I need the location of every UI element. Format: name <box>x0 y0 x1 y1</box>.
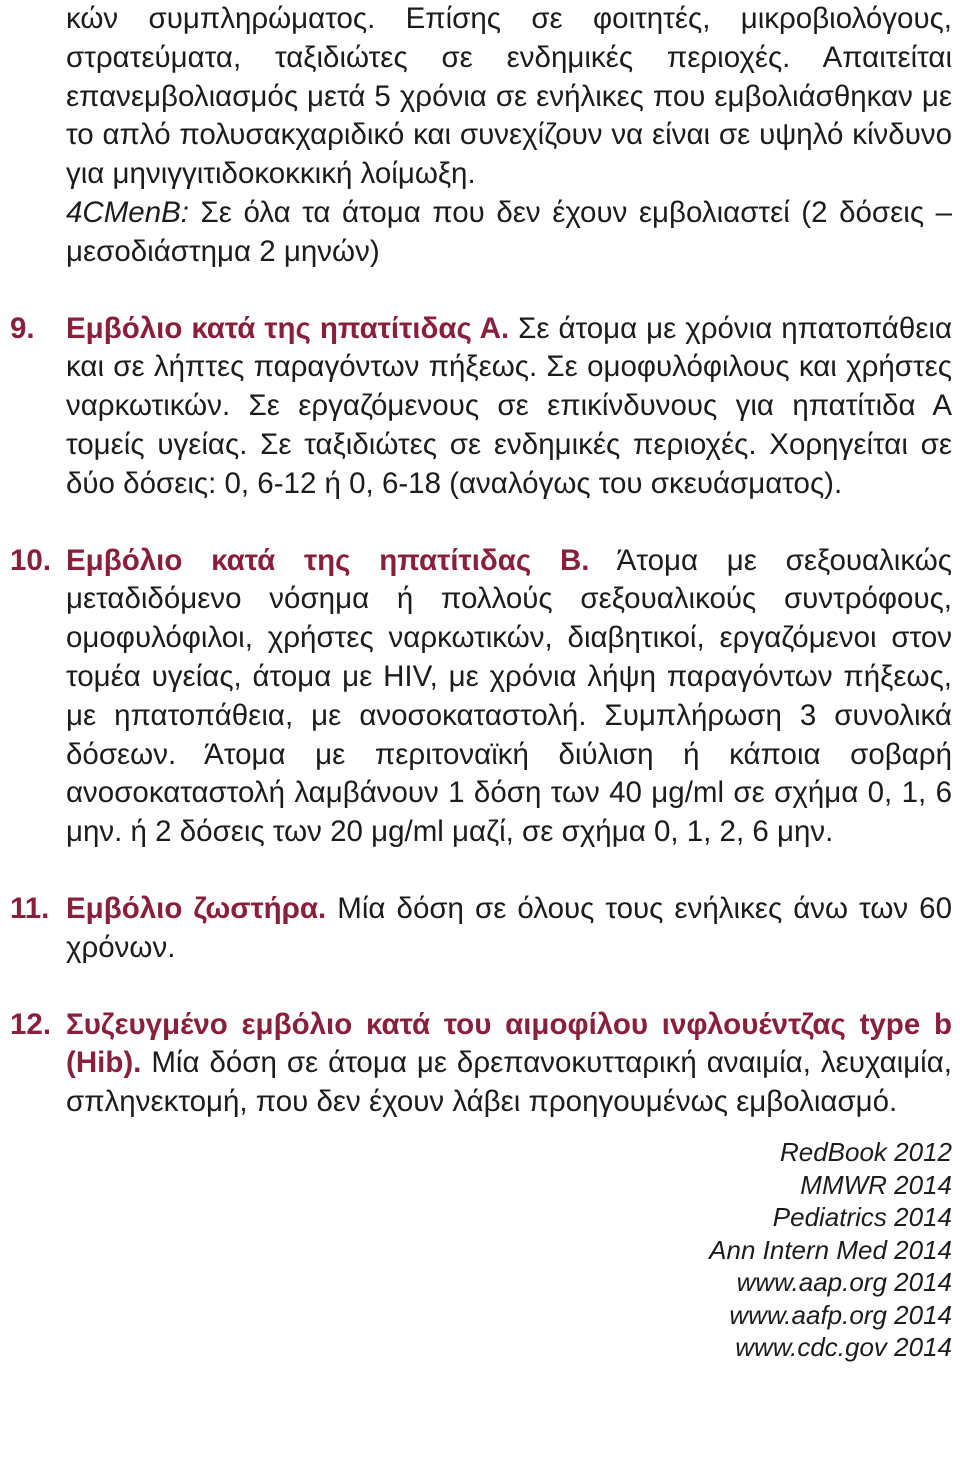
list-item-10 <box>10 542 952 852</box>
item-body <box>66 542 952 852</box>
item-text: Μία δόση σε άτομα με δρεπανοκυτταρική αναιμία, λευχαιμία, σπληνεκτομή, που δεν έχουν λάβει προηγουμένως εμβολιασμό. <box>66 1046 952 1119</box>
item-number: 11. <box>10 891 50 925</box>
reference-item: RedBook 2012 <box>779 1136 952 1167</box>
label-4cmenb: 4CMenB: <box>66 195 189 229</box>
item-number: 9. <box>10 311 35 345</box>
item-text: Σε άτομα με χρόνια ηπατοπάθεια και σε λήπτες παραγόντων πήξεως. Σε ομοφυλόφιλους και χρήστες ναρκωτικών. Σε εργαζόμενους σε επικίνδυνους για ηπατίτιδα Α τομείς υγείας. Σε ταξιδιώτες σε ενδημικές περιοχές. Χορηγείται σε δύο δόσεις: 0, 6-12 ή 0, 6-18 (αναλόγως του σκευάσματος). <box>66 311 953 500</box>
item-heading: Εμβόλιο κατά της ηπατίτιδας Β. <box>66 543 590 577</box>
list-item-12 <box>10 1006 952 1122</box>
reference-item: Ann Intern Med 2014 <box>709 1234 952 1265</box>
intro-4cmenb <box>66 194 952 272</box>
text-4cmenb: Σε όλα τα άτομα που δεν έχουν εμβολιαστεί (2 δόσεις –μεσοδιάστημα 2 μηνών) <box>66 195 952 268</box>
intro-text: κών συμπληρώματος. Επίσης σε φοιτητές, μικροβιολόγους, στρατεύματα, ταξιδιώτες σε ενδημικές περιοχές. Απαιτείται επανεμβολιασμός μετά 5 χρόνια σε ενήλικες που εμβολιάσθηκαν με το απλό πολυσακχαριδικό και συνεχίζουν να είναι σε υψηλό κίνδυνο για μηνιγγιτιδοκοκκική λοίμωξη. <box>66 2 952 191</box>
item-heading: Εμβόλιο ζωστήρα. <box>66 891 327 925</box>
item-text: Μία δόση σε όλους τους ενήλικες άνω των 60 χρόνων. <box>66 891 952 964</box>
reference-item: www.aap.org 2014 <box>736 1267 952 1298</box>
item-heading: Συζευγμένο εμβόλιο κατά του αιμοφίλου ινφλουέντζας type b (Hib). <box>66 1007 952 1080</box>
item-body <box>66 1006 952 1122</box>
list-item-9 <box>10 310 952 504</box>
item-text: Άτομα με σεξουαλικώς μεταδιδόμενο νόσημα ή πολλούς σεξουαλικούς συντρόφους, ομοφυλόφιλοι, χρήστες ναρκωτικών, διαβητικοί, εργαζόμενοι στον τομέα υγείας, άτομα με HIV, με χρόνια λήψη παραγόντων πήξεως, με ηπατοπάθεια, με ανοσοκαταστολή. Συμπλήρωση 3 συνολικά δόσεων. Άτομα με περιτοναϊκή διύλιση ή κάποια σοβαρή ανοσοκαταστολή λαμβάνουν 1 δόση των 40 μg/ml σε σχήμα 0, 1, 6 μην. ή 2 δόσεις των 20 μg/ml μαζί, σε σχήμα 0, 1, 2, 6 μην. <box>66 543 952 849</box>
reference-item: www.aafp.org 2014 <box>729 1299 952 1330</box>
item-number: 12. <box>10 1007 52 1041</box>
item-body <box>66 890 952 968</box>
list-item-11 <box>10 890 952 968</box>
reference-item: www.cdc.gov 2014 <box>735 1332 952 1363</box>
item-heading: Εμβόλιο κατά της ηπατίτιδας Α. <box>66 311 510 345</box>
references-list <box>10 1136 952 1364</box>
intro-paragraph <box>10 0 952 272</box>
reference-item: Pediatrics 2014 <box>772 1202 952 1233</box>
reference-item: MMWR 2014 <box>800 1169 952 1200</box>
item-body <box>66 310 952 504</box>
item-number: 10. <box>10 543 52 577</box>
